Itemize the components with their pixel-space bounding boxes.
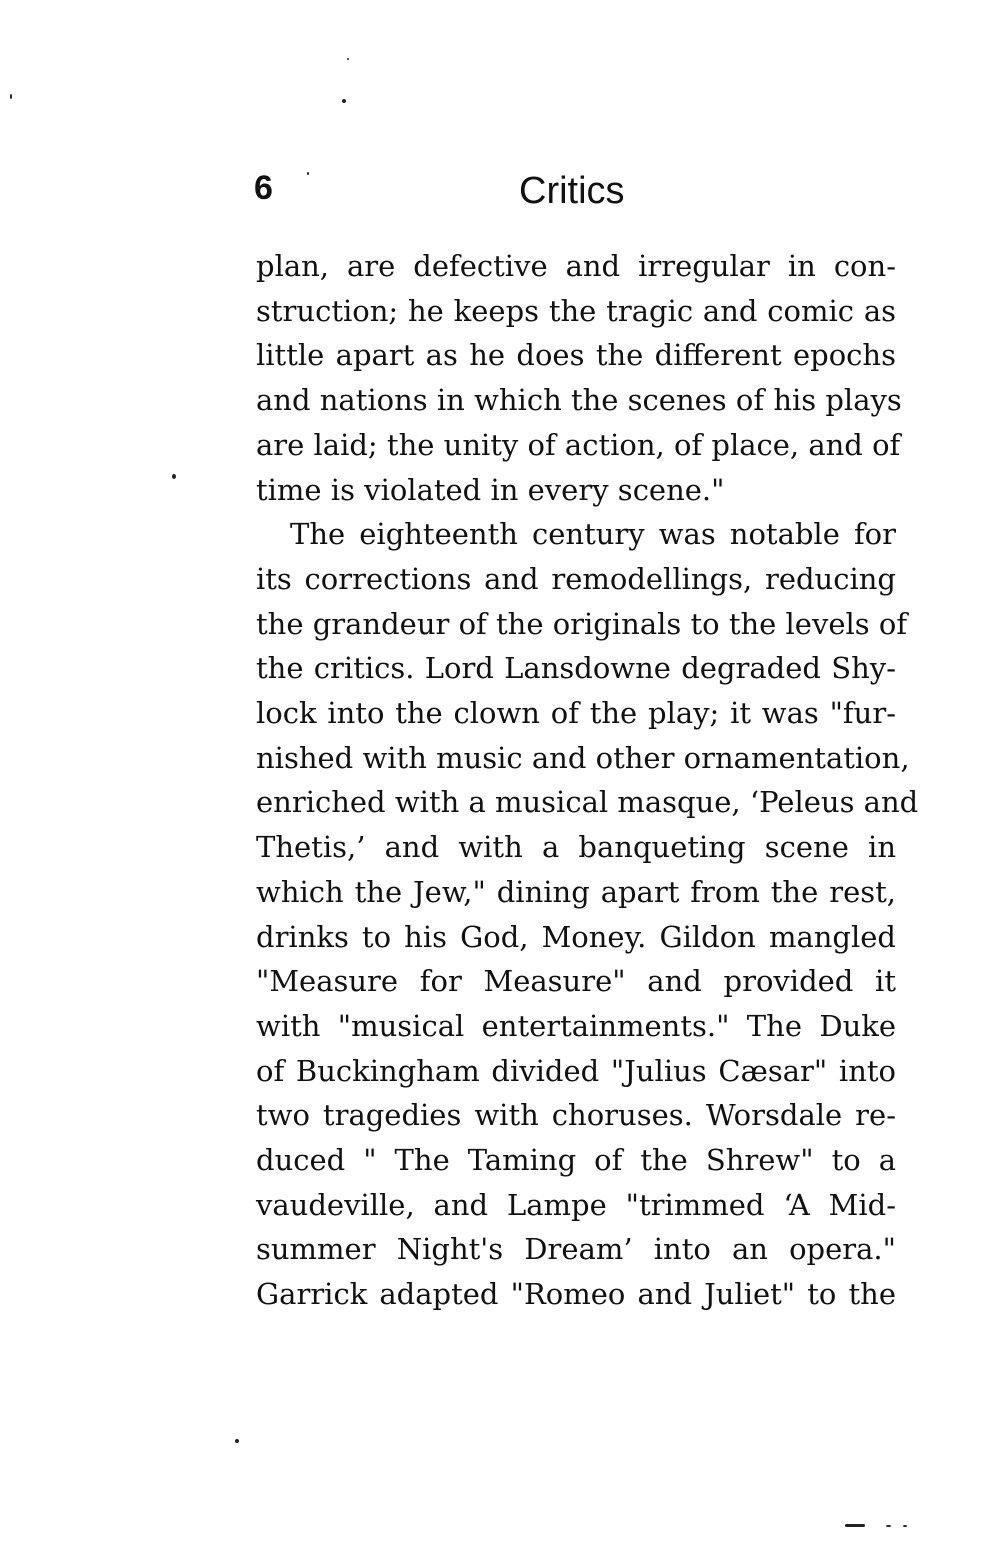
text-line: little apart as he does the different epochs bbox=[256, 338, 896, 373]
text-line: lock into the clown of the play; it was "fur- bbox=[256, 696, 896, 731]
scan-speck bbox=[172, 474, 176, 479]
text-line: and nations in which the scenes of his plays bbox=[256, 383, 902, 418]
scan-speck bbox=[235, 1439, 239, 1443]
text-line: its corrections and remodellings, reducing bbox=[256, 561, 896, 596]
page-number: 6 bbox=[254, 169, 273, 207]
scan-speck bbox=[903, 1525, 907, 1527]
text-line: Garrick adapted "Romeo and Juliet" to the bbox=[256, 1277, 896, 1312]
text-line: vaudeville, and Lampe "trimmed ‘A Mid- bbox=[256, 1187, 896, 1222]
text-line: struction; he keeps the tragic and comic as bbox=[256, 293, 896, 328]
scan-speck bbox=[845, 1524, 865, 1527]
scan-speck bbox=[342, 99, 346, 103]
text-line: duced " The Taming of the Shrew" to a bbox=[256, 1143, 896, 1178]
scan-speck bbox=[307, 172, 309, 175]
text-line: which the Jew," dining apart from the rest, bbox=[256, 874, 896, 909]
scan-speck bbox=[886, 1525, 891, 1527]
text-line: drinks to his God, Money. Gildon mangled bbox=[256, 919, 896, 954]
text-line: nished with music and other ornamentation, bbox=[256, 740, 910, 775]
text-line: enriched with a musical masque, ‘Peleus and bbox=[256, 785, 919, 820]
text-line: of Buckingham divided "Julius Cæsar" into bbox=[256, 1053, 896, 1088]
running-head: Critics bbox=[519, 170, 625, 212]
text-line: The eighteenth century was notable for bbox=[290, 517, 896, 552]
text-line: "Measure for Measure" and provided it bbox=[256, 964, 896, 999]
text-line: plan, are defective and irregular in con- bbox=[256, 249, 896, 283]
text-line: summer Night's Dream’ into an opera." bbox=[256, 1232, 896, 1267]
text-line: Thetis,’ and with a banqueting scene in bbox=[256, 830, 896, 865]
scan-speck bbox=[10, 94, 12, 99]
text-line: are laid; the unity of action, of place, and of bbox=[256, 427, 901, 462]
text-line: two tragedies with choruses. Worsdale re- bbox=[256, 1098, 896, 1133]
text-line: the grandeur of the originals to the levels of bbox=[256, 606, 908, 641]
text-line: the critics. Lord Lansdowne degraded Shy- bbox=[256, 651, 896, 686]
text-line: with "musical entertainments." The Duke bbox=[256, 1008, 896, 1043]
text-line: time is violated in every scene." bbox=[256, 472, 725, 507]
scan-speck bbox=[347, 58, 349, 60]
body-text bbox=[256, 244, 919, 1317]
